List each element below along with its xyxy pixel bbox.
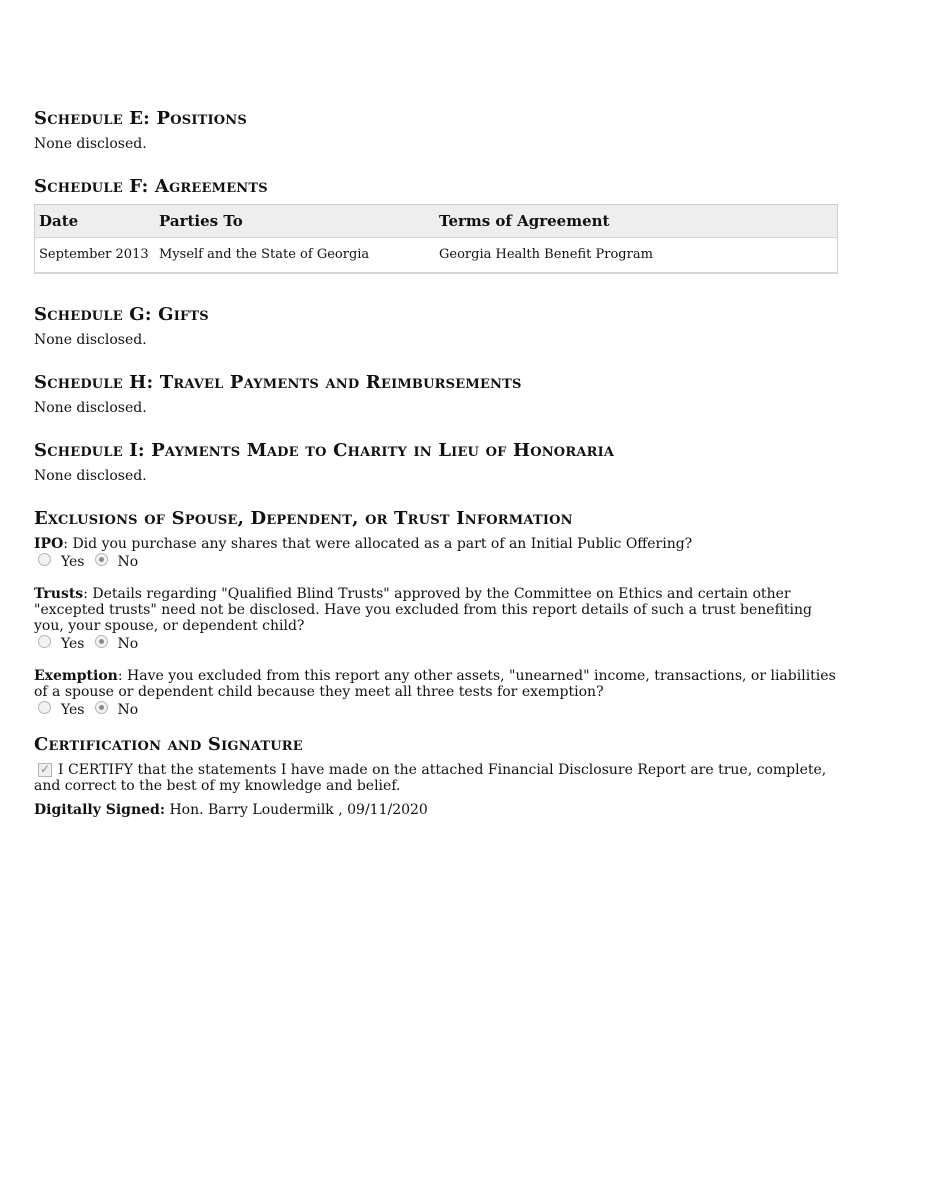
exemption-no-label: No	[117, 702, 139, 718]
exclusions-title: Exclusions of Spouse, Dependent, or Trust Information	[34, 508, 573, 529]
cell-terms: Georgia Health Benefit Program	[439, 247, 653, 262]
trusts-text: : Details regarding "Qualified Blind Trusts" approved by the Committee on Ethics and certain other "excepted trusts" need not be disclosed. Have you excluded from this report details of such a trust benefiting you, your spouse, or dependent child?	[34, 586, 813, 634]
certify-checkbox[interactable]	[38, 763, 52, 777]
exemption-yes-radio[interactable]	[38, 701, 51, 714]
schedule-g-text: None disclosed.	[34, 332, 147, 348]
schedule-g-title: Schedule G: Gifts	[34, 304, 209, 325]
schedule-h-title: Schedule H: Travel Payments and Reimbursements	[34, 372, 522, 393]
trusts-yes-radio[interactable]	[38, 635, 51, 648]
ipo-no-radio[interactable]	[95, 553, 108, 566]
schedule-e-section	[34, 108, 838, 152]
exemption-question	[34, 668, 838, 700]
schedule-e-text: None disclosed.	[34, 136, 147, 152]
ipo-yes-radio[interactable]	[38, 553, 51, 566]
schedule-h-text: None disclosed.	[34, 400, 147, 416]
exemption-label: Exemption	[34, 668, 118, 684]
schedule-i-title: Schedule I: Payments Made to Charity in Lieu of Honoraria	[34, 440, 615, 461]
trusts-no-label: No	[117, 636, 139, 652]
ipo-yes-label: Yes	[61, 554, 85, 570]
certification-statement: I CERTIFY that the statements I have made on the attached Financial Disclosure Report are true, complete, and correct to the best of my knowledge and belief.	[34, 762, 827, 794]
exemption-radio-group	[38, 702, 838, 718]
exemption-yes-label: Yes	[61, 702, 85, 718]
certification-section	[34, 734, 838, 818]
header-parties-to: Parties To	[155, 205, 435, 238]
trusts-radio-group	[38, 636, 838, 652]
schedule-h-section	[34, 372, 838, 416]
ipo-text: : Did you purchase any shares that were allocated as a part of an Initial Public Offering?	[63, 536, 693, 552]
trusts-question	[34, 586, 838, 634]
cell-date: September 2013	[39, 247, 149, 262]
exemption-text: : Have you excluded from this report any other assets, "unearned" income, transactions, or liabilities of a spouse or dependent child because they meet all three tests for exemption?	[34, 668, 836, 700]
trusts-label: Trusts	[34, 586, 84, 602]
table-header-row	[35, 205, 838, 238]
header-terms: Terms of Agreement	[435, 205, 838, 238]
table-row	[35, 238, 838, 274]
ipo-label: IPO	[34, 536, 64, 552]
schedule-e-title: Schedule E: Positions	[34, 108, 247, 129]
schedule-f-title: Schedule F: Agreements	[34, 176, 268, 197]
header-date: Date	[35, 205, 156, 238]
exclusions-section	[34, 508, 838, 718]
signed-value: Hon. Barry Loudermilk , 09/11/2020	[165, 802, 428, 818]
signed-label: Digitally Signed:	[34, 802, 166, 818]
schedule-i-text: None disclosed.	[34, 468, 147, 484]
certification-statement-row	[34, 762, 838, 794]
cell-parties: Myself and the State of Georgia	[159, 247, 370, 262]
signature-line	[34, 802, 838, 818]
ipo-radio-group	[38, 554, 838, 570]
schedule-f-section	[34, 176, 838, 274]
trusts-yes-label: Yes	[61, 636, 85, 652]
trusts-no-radio[interactable]	[95, 635, 108, 648]
exemption-no-radio[interactable]	[95, 701, 108, 714]
ipo-question	[34, 536, 838, 552]
agreements-table	[34, 204, 838, 274]
certification-title: Certification and Signature	[34, 734, 303, 755]
ipo-no-label: No	[117, 554, 139, 570]
schedule-i-section	[34, 440, 838, 484]
schedule-g-section	[34, 304, 838, 348]
